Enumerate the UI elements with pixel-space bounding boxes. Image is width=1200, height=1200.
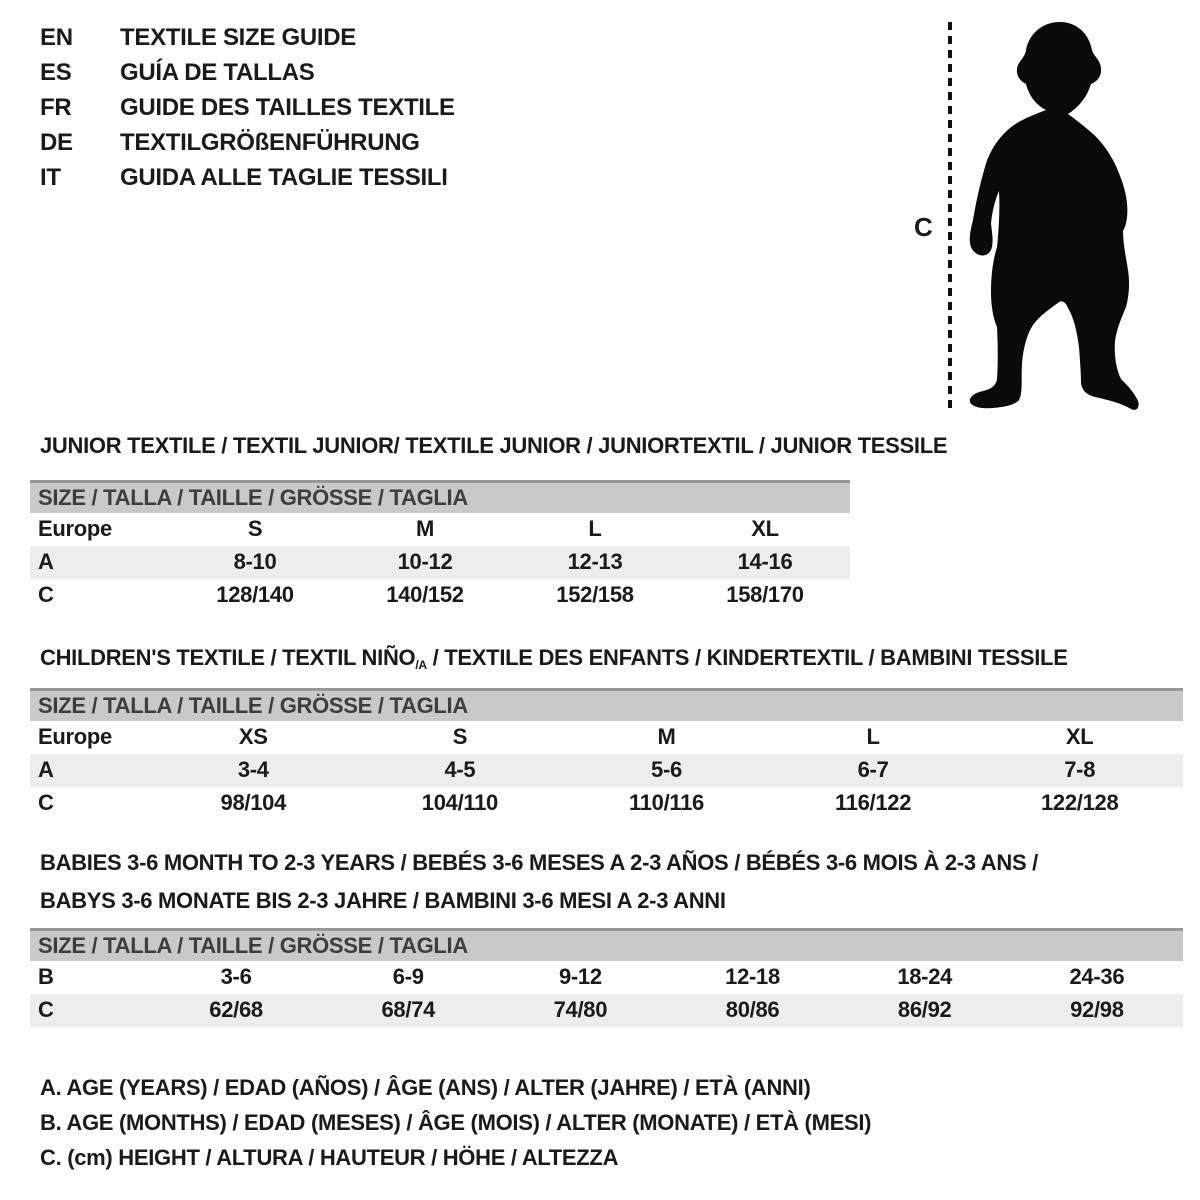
row-label: B xyxy=(38,964,54,989)
height-cell: 110/116 xyxy=(628,790,704,815)
language-title: TEXTILE SIZE GUIDE xyxy=(120,24,356,51)
language-title: GUÍA DE TALLAS xyxy=(120,59,315,86)
table-row-age xyxy=(30,546,850,579)
height-cell: 140/152 xyxy=(386,582,464,607)
height-cell: 80/86 xyxy=(666,994,838,1027)
language-code: IT xyxy=(40,164,61,191)
size-header-bar: SIZE / TALLA / TAILLE / GRÖSSE / TAGLIA xyxy=(30,690,1183,721)
age-cell: 12-13 xyxy=(510,546,680,579)
size-cell: XL xyxy=(1065,724,1094,749)
babies-section-title-line1: BABIES 3-6 MONTH TO 2-3 YEARS / BEBÉS 3-6 MESES A 2-3 AÑOS / BÉBÉS 3-6 MOIS À 2-3 ANS / xyxy=(40,850,1038,875)
height-measure-label: C xyxy=(914,212,933,242)
size-cell: XS xyxy=(238,724,268,749)
junior-section-title: JUNIOR TEXTILE / TEXTIL JUNIOR/ TEXTILE JUNIOR / JUNIORTEXTIL / JUNIOR TESSILE xyxy=(40,433,948,458)
language-row-en xyxy=(40,20,455,55)
children-section-title xyxy=(40,645,1068,672)
age-cell: 6-7 xyxy=(770,754,977,787)
toddler-silhouette xyxy=(970,22,1139,410)
height-cell: 104/110 xyxy=(421,790,498,815)
size-cell: S xyxy=(452,724,468,749)
legend-height-cm: C. (cm) HEIGHT / ALTURA / HAUTEUR / HÖHE / ALTEZZA xyxy=(40,1145,619,1170)
height-cell: 128/140 xyxy=(216,582,294,607)
table-header-row xyxy=(30,690,1183,721)
height-cell: 158/170 xyxy=(726,582,804,607)
language-title: GUIDA ALLE TAGLIE TESSILI xyxy=(120,164,448,191)
language-title: GUIDE DES TAILLES TEXTILE xyxy=(120,94,455,121)
size-cell: L xyxy=(588,516,602,541)
language-code: DE xyxy=(40,129,73,156)
height-cell: 92/98 xyxy=(1011,994,1183,1027)
months-cell: 18-24 xyxy=(897,964,953,989)
age-cell: 7-8 xyxy=(976,754,1183,787)
legend-age-months: B. AGE (MONTHS) / EDAD (MESES) / ÂGE (MOIS) / ALTER (MONATE) / ETÀ (MESI) xyxy=(40,1110,872,1135)
table-row-height xyxy=(30,994,1183,1027)
language-row-es xyxy=(40,55,455,90)
table-header-row xyxy=(30,482,850,513)
row-label: Europe xyxy=(38,516,112,541)
height-cell: 74/80 xyxy=(494,994,666,1027)
babies-size-table xyxy=(30,928,1183,1027)
size-cell: XL xyxy=(751,516,779,541)
children-title-post: / TEXTILE DES ENFANTS / KINDERTEXTIL / BAMBINI TESSILE xyxy=(426,645,1068,670)
table-row-height xyxy=(30,787,1183,820)
language-code: ES xyxy=(40,59,72,86)
table-row-months xyxy=(30,961,1183,994)
months-cell: 3-6 xyxy=(220,964,252,989)
children-title-sub: /A xyxy=(415,658,427,673)
age-cell: 10-12 xyxy=(340,546,510,579)
age-cell: 3-4 xyxy=(150,754,357,787)
toddler-silhouette-figure xyxy=(910,8,1150,422)
junior-size-table xyxy=(30,480,850,612)
children-size-table xyxy=(30,688,1183,820)
table-row-europe xyxy=(30,513,850,546)
size-cell: S xyxy=(247,516,263,541)
height-cell: 86/92 xyxy=(839,994,1011,1027)
size-cell: L xyxy=(866,724,880,749)
age-cell: 5-6 xyxy=(563,754,770,787)
row-label: C xyxy=(38,790,54,815)
height-cell: 116/122 xyxy=(834,790,912,815)
age-cell: 4-5 xyxy=(357,754,564,787)
size-cell: M xyxy=(657,724,676,749)
language-row-it xyxy=(40,160,455,195)
language-row-fr xyxy=(40,90,455,125)
row-label: A xyxy=(30,754,150,787)
height-cell: 68/74 xyxy=(322,994,494,1027)
table-row-europe xyxy=(30,721,1183,754)
age-cell: 8-10 xyxy=(170,546,340,579)
size-header-bar: SIZE / TALLA / TAILLE / GRÖSSE / TAGLIA xyxy=(30,930,1183,961)
height-cell: 62/68 xyxy=(150,994,322,1027)
size-header-bar: SIZE / TALLA / TAILLE / GRÖSSE / TAGLIA xyxy=(30,482,850,513)
legend-age-years: A. AGE (YEARS) / EDAD (AÑOS) / ÂGE (ANS) / ALTER (JAHRE) / ETÀ (ANNI) xyxy=(40,1075,811,1100)
height-cell: 98/104 xyxy=(220,790,287,815)
language-code: FR xyxy=(40,94,72,121)
language-row-de xyxy=(40,125,455,160)
height-cell: 152/158 xyxy=(556,582,634,607)
row-label: C xyxy=(30,994,150,1027)
size-cell: M xyxy=(415,516,435,541)
language-title: TEXTILGRÖßENFÜHRUNG xyxy=(120,129,420,156)
row-label: A xyxy=(30,546,170,579)
children-title-pre: CHILDREN'S TEXTILE / TEXTIL NIÑO xyxy=(40,645,416,670)
months-cell: 6-9 xyxy=(392,964,424,989)
language-title-list xyxy=(40,20,455,195)
table-row-age xyxy=(30,754,1183,787)
table-row-height xyxy=(30,579,850,612)
age-cell: 14-16 xyxy=(680,546,850,579)
language-code: EN xyxy=(40,24,73,51)
row-label: Europe xyxy=(38,724,112,749)
months-cell: 12-18 xyxy=(725,964,780,989)
months-cell: 9-12 xyxy=(558,964,602,989)
row-label: C xyxy=(38,582,54,607)
height-cell: 122/128 xyxy=(1040,790,1119,815)
months-cell: 24-36 xyxy=(1069,964,1125,989)
babies-section-title-line2: BABYS 3-6 MONATE BIS 2-3 JAHRE / BAMBINI 3-6 MESI A 2-3 ANNI xyxy=(40,888,726,913)
table-header-row xyxy=(30,930,1183,961)
